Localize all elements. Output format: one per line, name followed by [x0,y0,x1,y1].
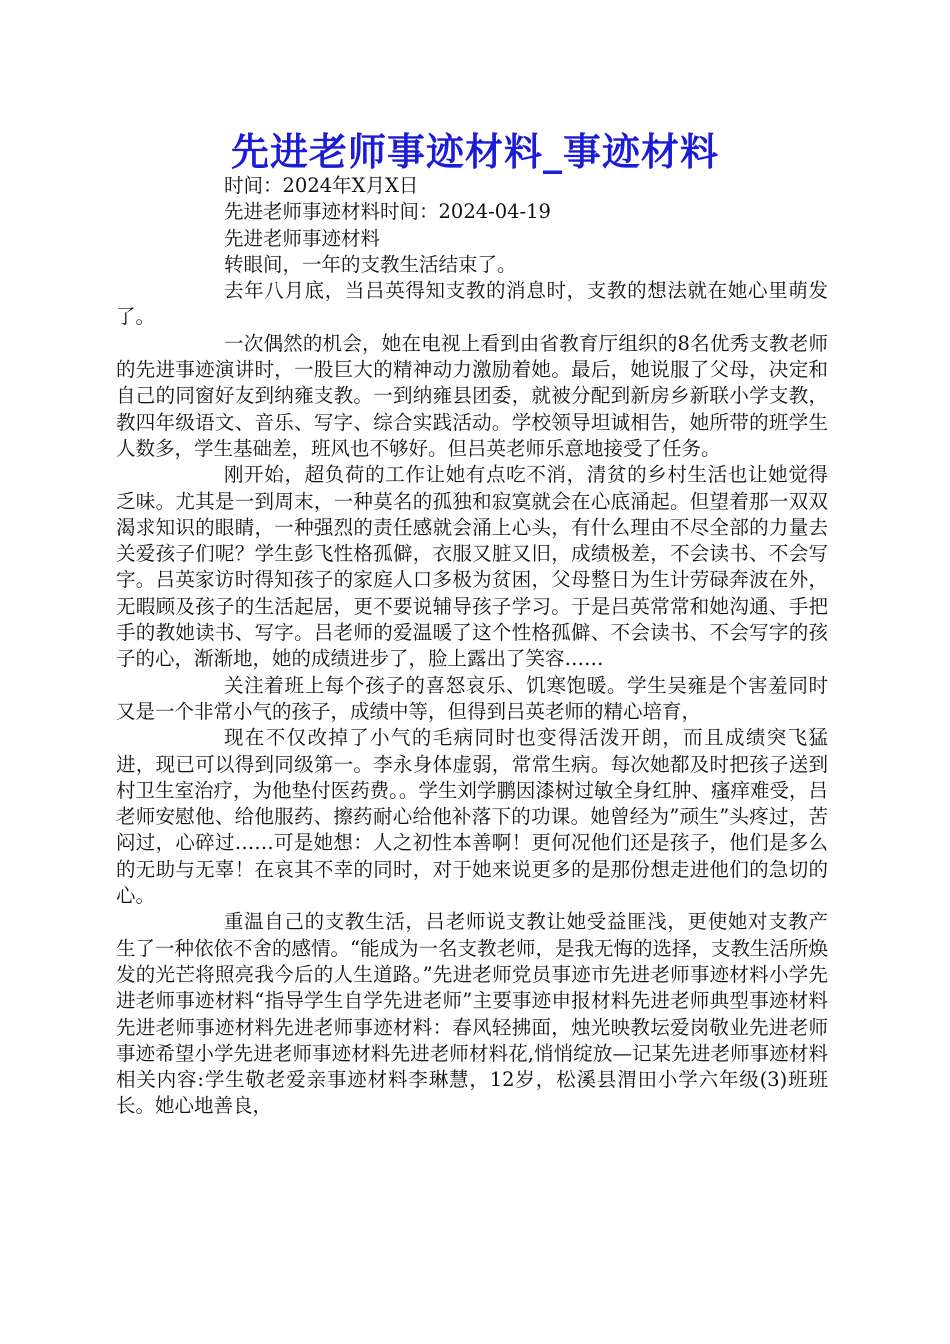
date-line: 时间：2024年X月X日 [224,174,419,197]
intro-line: 转眼间，一年的支教生活结束了。 [224,252,517,276]
paragraph: 去年八月底，当吕英得知支教的消息时，支教的想法就在她心里萌发了。 [116,279,828,329]
section-heading: 先进老师事迹材料 [224,226,381,250]
document-title: 先进老师事迹材料_事迹材料 [230,129,719,174]
subtitle-date-line: 先进老师事迹材料时间：2024-04-19 [224,200,551,224]
paragraph: 一次偶然的机会，她在电视上看到由省教育厅组织的8名优秀支教老师的先进事迹演讲时，一股巨大的精神动力激励着她。最后，她说服了父母，决定和自己的同窗好友到纳雍支教。一到纳雍县团委，就被分配到新房乡新联小学支教，教四年级语文、音乐、写字、综合实践活动。学校领导坦诚相告，她所带的班学生人数多，学生基础差，班风也不够好。但吕英老师乐意地接受了任务。 [116,331,828,460]
paragraph: 刚开始，超负荷的工作让她有点吃不消，清贫的乡村生活也让她觉得乏味。尤其是一到周末，一种莫名的孤独和寂寞就会在心底涌起。但望着那一双双渴求知识的眼睛，一种强烈的责任感就会涌上心头，有什么理由不尽全部的力量去关爱孩子们呢？学生彭飞性格孤僻，衣服又脏又旧，成绩极差，不会读书、不会写字。吕英家访时得知孩子的家庭人口多极为贫困，父母整日为生计劳碌奔波在外，无暇顾及孩子的生活起居，更不要说辅导孩子学习。于是吕英常常和她沟通、手把手的教她读书、写字。吕老师的爱温暖了这个性格孤僻、不会读书、不会写字的孩子的心，渐渐地，她的成绩进步了，脸上露出了笑容…… [116,463,828,671]
paragraph: 关注着班上每个孩子的喜怒哀乐、饥寒饱暖。学生吴雍是个害羞同时又是一个非常小气的孩子，成绩中等，但得到吕英老师的精心培育， [116,673,828,723]
paragraph: 重温自己的支教生活，吕老师说支教让她受益匪浅，更使她对支教产生了一种依依不舍的感情。“能成为一名支教老师，是我无悔的选择，支教生活所焕发的光芒将照亮我今后的人生道路。”先进老师党员事迹市先进老师事迹材料小学先进老师事迹材料“指导学生自学先进老师”主要事迹申报材料先进老师典型事迹材料先进老师事迹材料先进老师事迹材料：春风轻拂面，烛光映教坛爱岗敬业先进老师事迹希望小学先进老师事迹材料先进老师材料花,悄悄绽放—记某先进老师事迹材料相关内容:学生敬老爱亲事迹材料李琳慧，12岁，松溪县渭田小学六年级(3)班班长。她心地善良， [116,910,828,1118]
document-body [116,173,828,1120]
paragraph: 现在不仅改掉了小气的毛病同时也变得活泼开朗，而且成绩突飞猛进，现已可以得到同级第一。李永身体虚弱，常常生病。每次她都及时把孩子送到村卫生室治疗，为他垫付医药费。。学生刘学鹏因漆树过敏全身红肿、瘙痒难受，吕老师安慰他、给他服药、擦药耐心给他补落下的功课。她曾经为”顽生”头疼过，苦闷过，心碎过……可是她想：人之初性本善啊！更何况他们还是孩子，他们是多么的无助与无辜！在哀其不幸的同时，对于她来说更多的是那份想走进他们的急切的心。 [116,726,828,908]
